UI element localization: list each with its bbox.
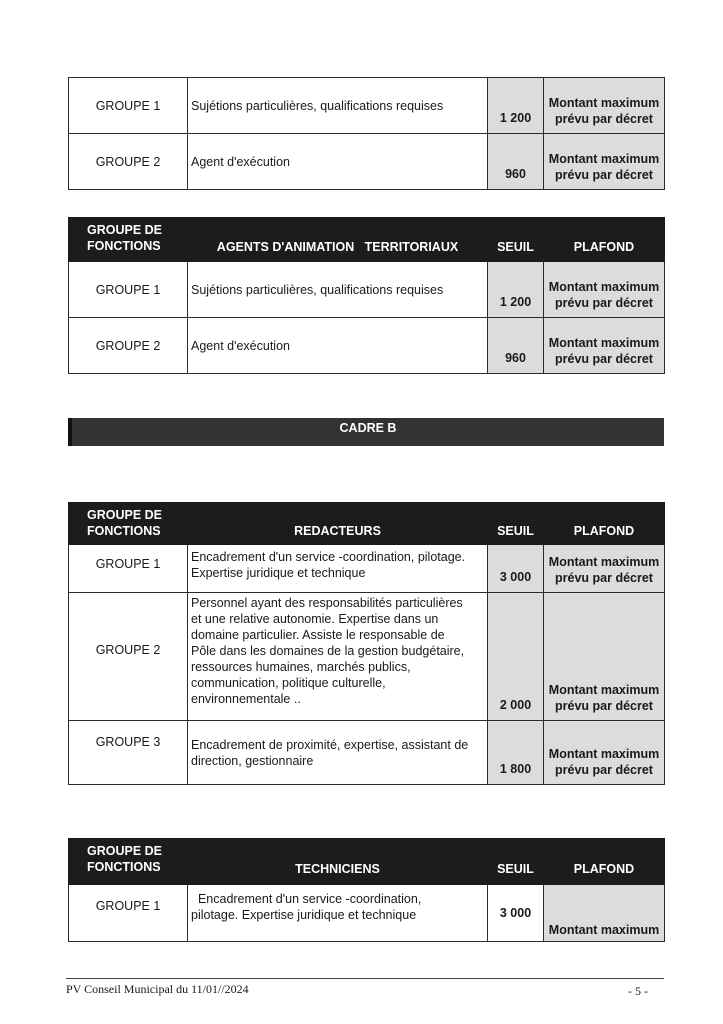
footer-divider xyxy=(66,978,664,979)
footer-title: PV Conseil Municipal du 11/01//2024 xyxy=(66,982,249,996)
plafond-value: Montant maximum prévu par décret xyxy=(544,262,665,318)
description: Personnel ayant des responsabilités particulières et une relative autonomie. Expertise dans un domaine particulier. Assiste le responsable de Pôle dans les domaines de la gestion budgétaire, ressources humaines, marchés publics, communication, politique culturelle, environnementale .. xyxy=(188,593,488,721)
seuil-value: 960 xyxy=(488,134,544,190)
seuil-value: 3 000 xyxy=(488,545,544,593)
plafond-value: Montant maximum xyxy=(544,885,665,942)
plafond-value: Montant maximum prévu par décret xyxy=(544,593,665,721)
group-label: GROUPE 1 xyxy=(69,262,188,318)
table-row xyxy=(69,545,665,593)
header-group: GROUPE DE FONCTIONS xyxy=(69,503,188,545)
page-number: - 5 - xyxy=(628,984,648,998)
table-header xyxy=(69,503,665,545)
header-title: REDACTEURS xyxy=(188,503,488,545)
cadre-b-label: CADRE B xyxy=(339,421,397,435)
group-label: GROUPE 2 xyxy=(69,134,188,190)
group-label: GROUPE 3 xyxy=(69,721,188,785)
table-row xyxy=(69,593,665,721)
group-label: GROUPE 2 xyxy=(69,593,188,721)
header-plafond: PLAFOND xyxy=(544,839,665,885)
table-redacteurs xyxy=(68,502,665,785)
group-label: GROUPE 1 xyxy=(69,545,188,593)
header-seuil: SEUIL xyxy=(488,218,544,262)
group-label: GROUPE 1 xyxy=(69,885,188,942)
plafond-value: Montant maximum prévu par décret xyxy=(544,318,665,374)
seuil-value: 960 xyxy=(488,318,544,374)
description: Agent d'exécution xyxy=(188,318,488,374)
table-row xyxy=(69,885,665,942)
header-group: GROUPE DE FONCTIONS xyxy=(69,839,188,885)
seuil-value: 1 200 xyxy=(488,78,544,134)
description: Sujétions particulières, qualifications requises xyxy=(188,262,488,318)
header-seuil: SEUIL xyxy=(488,503,544,545)
description: Agent d'exécution xyxy=(188,134,488,190)
description: Encadrement de proximité, expertise, assistant de direction, gestionnaire xyxy=(188,721,488,785)
table-row xyxy=(69,318,665,374)
header-group: GROUPE DE FONCTIONS xyxy=(69,218,188,262)
description: Encadrement d'un service -coordination, pilotage. Expertise juridique et technique xyxy=(188,545,488,593)
header-title: AGENTS D'ANIMATION TERRITORIAUX xyxy=(188,218,488,262)
table-row xyxy=(69,78,665,134)
header-title: TECHNICIENS xyxy=(188,839,488,885)
table-top xyxy=(68,77,665,190)
group-label: GROUPE 1 xyxy=(69,78,188,134)
cadre-b-banner xyxy=(68,418,664,446)
plafond-value: Montant maximum prévu par décret xyxy=(544,721,665,785)
plafond-value: Montant maximum prévu par décret xyxy=(544,545,665,593)
table-header xyxy=(69,839,665,885)
description: Sujétions particulières, qualifications requises xyxy=(188,78,488,134)
table-techniciens xyxy=(68,838,665,942)
plafond-value: Montant maximum prévu par décret xyxy=(544,134,665,190)
table-row xyxy=(69,134,665,190)
table-row xyxy=(69,721,665,785)
header-plafond: PLAFOND xyxy=(544,503,665,545)
header-plafond: PLAFOND xyxy=(544,218,665,262)
seuil-value: 2 000 xyxy=(488,593,544,721)
description: Encadrement d'un service -coordination, pilotage. Expertise juridique et technique xyxy=(188,885,488,942)
seuil-value: 1 200 xyxy=(488,262,544,318)
table-agents-animation xyxy=(68,217,665,374)
table-header xyxy=(69,218,665,262)
table-row xyxy=(69,262,665,318)
seuil-value: 3 000 xyxy=(488,885,544,942)
plafond-value: Montant maximum prévu par décret xyxy=(544,78,665,134)
group-label: GROUPE 2 xyxy=(69,318,188,374)
seuil-value: 1 800 xyxy=(488,721,544,785)
header-seuil: SEUIL xyxy=(488,839,544,885)
